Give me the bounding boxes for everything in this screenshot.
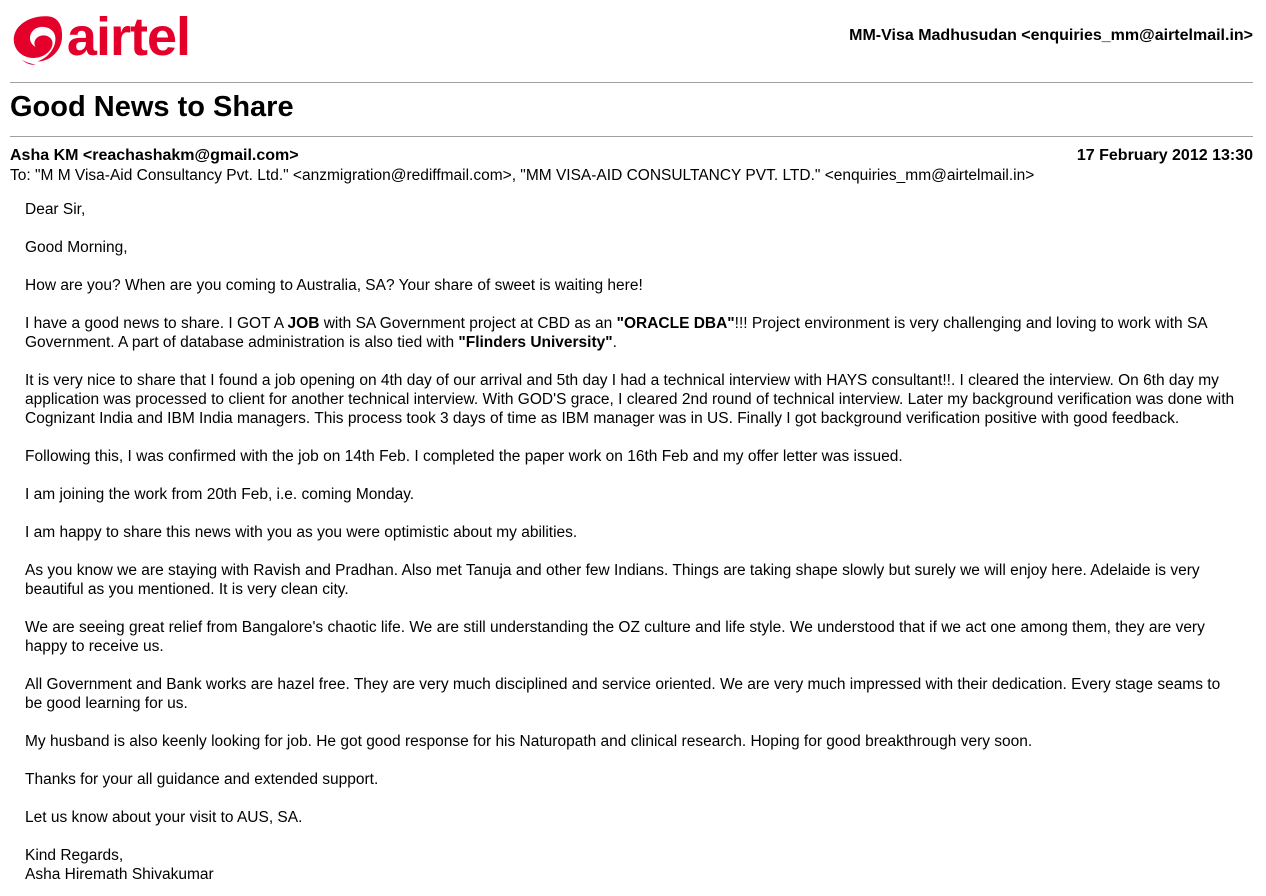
brand-wordmark: airtel <box>66 7 190 67</box>
body-paragraph-husband: My husband is also keenly looking for job. He got good response for his Naturopath and clinical research. Hoping for good breakthrough very soon. <box>25 733 1033 750</box>
body-paragraph-joining: I am joining the work from 20th Feb, i.e. coming Monday. <box>25 486 415 503</box>
body-paragraph-visit: Let us know about your visit to AUS, SA. <box>25 809 303 826</box>
job-text-c: with SA Government project at CBD as an <box>319 315 617 332</box>
message-subject: Good News to Share <box>10 91 294 123</box>
account-identity: MM-Visa Madhusudan <enquiries_mm@airtelmail.in> <box>849 27 1253 44</box>
message-recipients[interactable]: To: "M M Visa-Aid Consultancy Pvt. Ltd." <anzmigration@rediffmail.com>, "MM VISA-AID CONSULTANCY PVT. LTD." <enquiries_mm@airtelmail.in> <box>10 167 1035 184</box>
header-divider <box>10 82 1253 83</box>
subject-divider <box>10 136 1253 137</box>
message-meta <box>10 147 1253 167</box>
body-closing <box>25 846 1240 884</box>
body-paragraph-happy: I am happy to share this news with you as you were optimistic about my abilities. <box>25 524 578 541</box>
body-paragraph-government: All Government and Bank works are hazel free. They are very much disciplined and service oriented. We are very much impressed with their dedication. Every stage seams to be good learning for us. <box>25 676 1221 712</box>
message-body <box>25 200 1240 884</box>
signature-text: Asha Hiremath Shivakumar <box>25 866 214 883</box>
job-text-a: I have a good news to share. I GOT A <box>25 315 288 332</box>
body-paragraph-relief: We are seeing great relief from Bangalore's chaotic life. We are still understanding the OZ culture and life style. We understood that if we act one among them, they are very happy to receive us. <box>25 619 1205 655</box>
body-paragraph-thanks: Thanks for your all guidance and extended support. <box>25 771 379 788</box>
message-date: 17 February 2012 13:30 <box>1076 147 1253 164</box>
body-morning: Good Morning, <box>25 239 128 256</box>
job-text-e: . <box>612 334 617 351</box>
body-paragraph-how: How are you? When are you coming to Australia, SA? Your share of sweet is waiting here! <box>25 277 643 294</box>
job-text-bold-job: JOB <box>287 315 320 332</box>
mail-header <box>10 0 1253 82</box>
body-paragraph-interview: It is very nice to share that I found a job opening on 4th day of our arrival and 5th day I had a technical interview with HAYS consultant!!. I cleared the interview. On 6th day my application was processed to client for another technical interview. With GOD'S grace, I cleared 2nd round of technical interview. Later my background verification was done with Cognizant India and IBM India managers. This process took 3 days of time as IBM manager was in US. Finally I got background verification positive with good feedback. <box>25 372 1235 427</box>
body-paragraph-confirmed: Following this, I was confirmed with the job on 14th Feb. I completed the paper work on 16th Feb and my offer letter was issued. <box>25 448 903 465</box>
brand-logo[interactable] <box>10 7 190 68</box>
job-text-bold-role: "ORACLE DBA" <box>616 315 735 332</box>
body-paragraph-staying: As you know we are staying with Ravish and Pradhan. Also met Tanuja and other few Indians. Things are taking shape slowly but surely we will enjoy here. Adelaide is very beautiful as you mentioned. It is very clean city. <box>25 562 1200 598</box>
body-paragraph-job <box>25 314 1240 352</box>
body-greeting: Dear Sir, <box>25 201 86 218</box>
airtel-swirl-logo-icon <box>10 12 65 66</box>
job-text-d: !!! Project environment is very challenging and loving to work with SA Government. A part of database administration is also tied with <box>25 315 1207 351</box>
closing-text: Kind Regards, <box>25 847 124 864</box>
job-text-bold-university: "Flinders University" <box>458 334 613 351</box>
message-sender[interactable]: Asha KM <reachashakm@gmail.com> <box>10 147 299 164</box>
